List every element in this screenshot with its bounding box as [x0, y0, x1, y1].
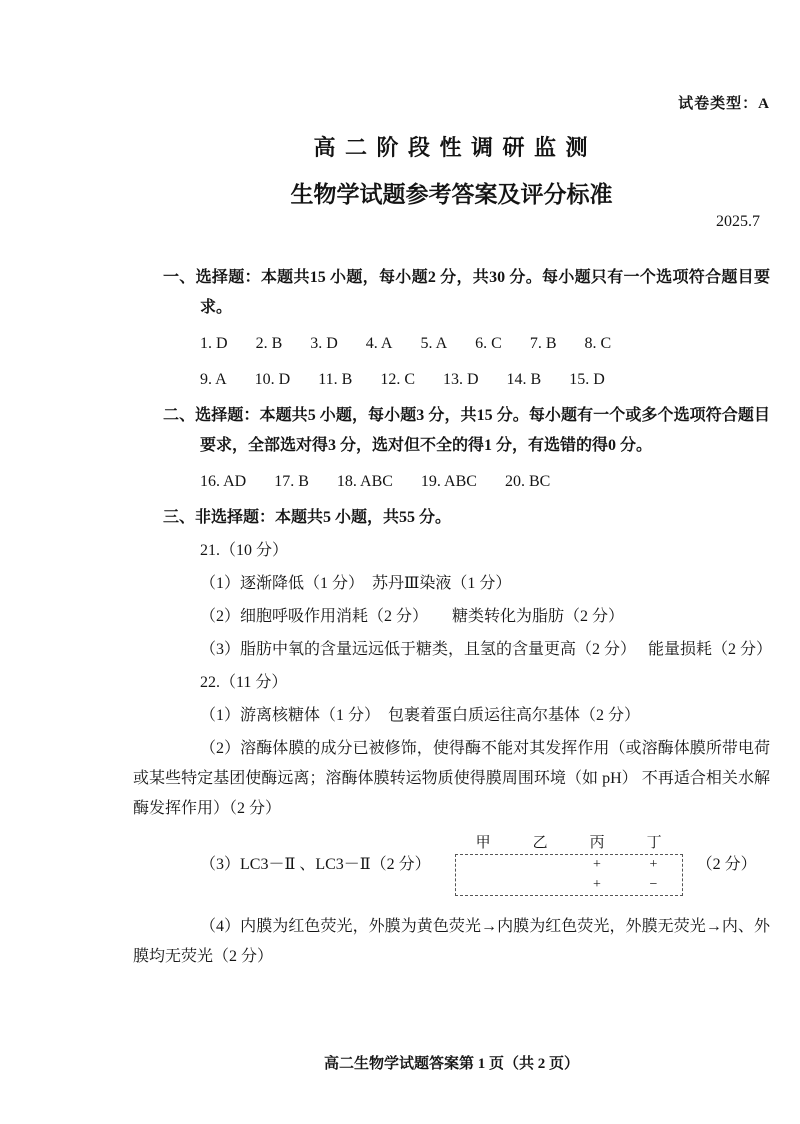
q21-number: 21.（10 分） [200, 542, 289, 559]
exam-title: 高 二 阶 段 性 调 研 监 测 [313, 135, 590, 160]
table-cell [456, 855, 513, 875]
table-row [456, 855, 682, 875]
q22-number: 22.（11 分） [200, 674, 288, 691]
table-header-row [455, 832, 683, 854]
q21-item2: （2）细胞呼吸作用消耗（2 分） 糖类转化为脂肪（2 分） [200, 608, 625, 625]
answer-item: 3. D [310, 335, 338, 352]
table-cell: + [592, 857, 601, 872]
table-header: 丙 [589, 835, 605, 851]
section1-answers-row1 [200, 329, 770, 359]
answer-item: 20. BC [504, 473, 551, 490]
answer-item: 11. B [318, 371, 353, 388]
paper-type-label: 试卷类型：A [678, 96, 770, 112]
answer-item: 15. D [569, 371, 605, 388]
table-dashed-box [455, 854, 683, 896]
answer-item: 8. C [584, 335, 612, 352]
exam-date: 2025.7 [716, 213, 760, 230]
answer-item: 18. ABC [336, 473, 393, 490]
q22-item3-table [455, 832, 683, 896]
q22-item3-text: （3）LC3－Ⅱ 、LC3－Ⅱ（2 分） [200, 856, 431, 873]
table-header: 乙 [532, 835, 548, 851]
answer-item: 14. B [506, 371, 542, 388]
page-footer: 高二生物学试题答案第 1 页（共 2 页） [323, 1056, 579, 1072]
table-header: 甲 [475, 835, 491, 851]
q21-item1: （1）逐渐降低（1 分） 苏丹Ⅲ染液（1 分） [200, 575, 512, 592]
q21-item3: （3）脂肪中氧的含量远远低于糖类，且氢的含量更高（2 分） 能量损耗（2 分） [200, 641, 773, 658]
answer-item: 17. B [274, 473, 309, 490]
table-cell: + [649, 857, 658, 872]
section3-heading: 三、非选择题：本题共5 小题，共55 分。 [163, 509, 452, 526]
table-row [456, 875, 682, 895]
q22-item2: （2）溶酶体膜的成分已被修饰，使得酶不能对其发挥作用（或溶酶体膜所带电荷或某些特定基团使酶远离；溶酶体膜转运物质使得膜周围环境（如 pH） 不再适合相关水解酶发挥作用）（2 分） [133, 740, 770, 817]
answer-item: 12. C [380, 371, 415, 388]
table-cell: + [592, 877, 601, 892]
answer-item: 6. C [475, 335, 502, 352]
answer-item: 2. B [255, 335, 283, 352]
section2-heading: 二、选择题：本题共5 小题，每小题3 分，共15 分。每小题有一个或多个选项符合题目要求，全部选对得3 分，选对但不全的得1 分，有选错的得0 分。 [163, 407, 770, 454]
table-header: 丁 [646, 835, 662, 851]
table-cell [512, 875, 569, 895]
q22-item3 [200, 832, 770, 896]
answer-item: 1. D [200, 335, 228, 352]
table-cell: − [649, 877, 658, 892]
section1-heading: 一、选择题：本题共15 小题，每小题2 分，共30 分。每小题只有一个选项符合题目要求。 [163, 269, 770, 316]
answer-item: 9. A [200, 371, 227, 388]
answer-item: 10. D [254, 371, 291, 388]
answer-item: 7. B [529, 335, 557, 352]
answer-item: 19. ABC [420, 473, 477, 490]
table-cell [456, 875, 513, 895]
section1-answers-row2 [200, 365, 770, 395]
answer-item: 16. AD [200, 473, 247, 490]
answer-item: 5. A [420, 335, 448, 352]
answer-key-title: 生物学试题参考答案及评分标准 [290, 182, 613, 207]
section2-answers-row [200, 467, 770, 497]
answer-item: 13. D [442, 371, 479, 388]
q22-item4: （4）内膜为红色荧光，外膜为黄色荧光→内膜为红色荧光，外膜无荧光→内、外膜均无荧光（2 分） [133, 918, 770, 965]
table-cell [512, 855, 569, 875]
q22-item3-score: （2 分） [696, 856, 757, 873]
answer-item: 4. A [365, 335, 393, 352]
q22-item1: （1）游离核糖体（1 分） 包裹着蛋白质运往高尔基体（2 分） [200, 707, 641, 724]
